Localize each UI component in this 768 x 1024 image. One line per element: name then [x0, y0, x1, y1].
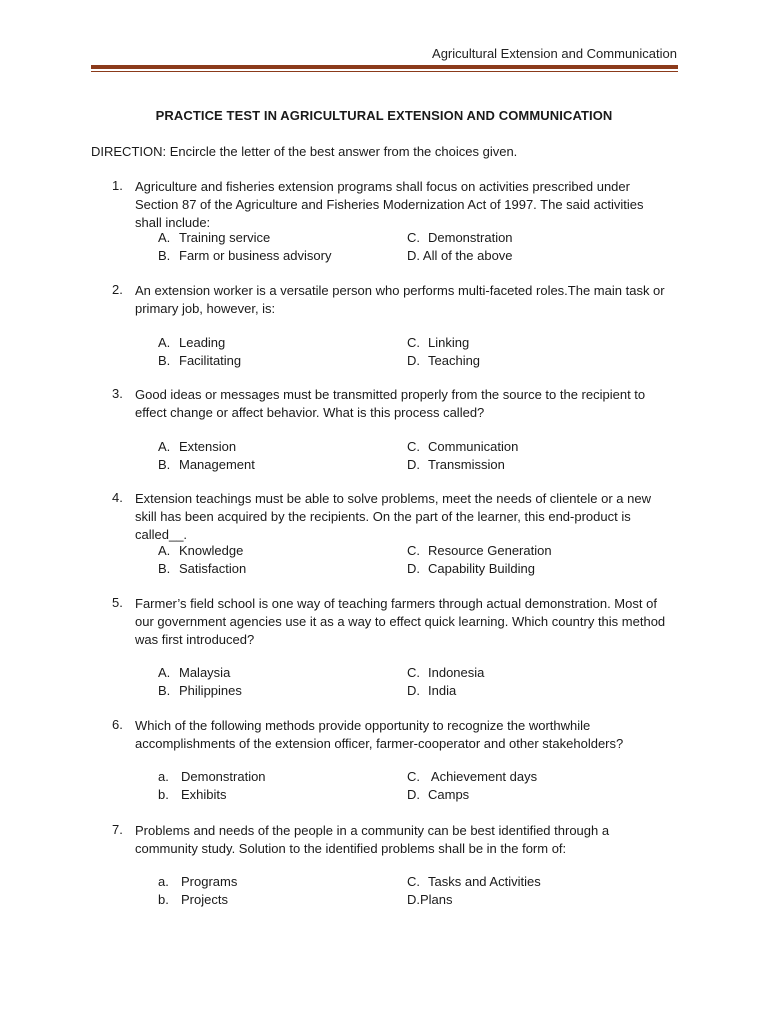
- choice-a[interactable]: A. Leading: [158, 335, 226, 350]
- choice-row: [158, 229, 678, 247]
- question-text: Which of the following methods provide opportunity to recognize the worthwhile accomplishments of the extension officer, farmer-cooperator and other stakeholders?: [135, 718, 624, 751]
- question-6: [112, 717, 672, 802]
- choices: [158, 438, 678, 474]
- choice-c[interactable]: C. Achievement days: [407, 769, 538, 784]
- choice-b[interactable]: b. Exhibits: [158, 787, 227, 802]
- choice-row: [158, 873, 678, 891]
- question-number: 7.: [112, 822, 123, 837]
- choice-d[interactable]: D. Transmission: [407, 457, 505, 472]
- choice-row: [158, 334, 678, 352]
- choice-c[interactable]: C. Communication: [407, 439, 519, 454]
- choices: [158, 768, 678, 804]
- direction-text: DIRECTION: Encircle the letter of the best answer from the choices given.: [91, 144, 518, 159]
- choice-a[interactable]: a. Demonstration: [158, 769, 266, 784]
- question-text: An extension worker is a versatile person who performs multi-faceted roles.The main task or primary job, however, is:: [135, 283, 665, 316]
- question-1: [112, 178, 672, 263]
- choice-a[interactable]: A. Extension: [158, 439, 237, 454]
- question-text: Farmer’s field school is one way of teaching farmers through actual demonstration. Most of our government agencies use it as a way to effect quick learning. Which country this method was first introduced?: [135, 596, 666, 647]
- choice-row: [158, 682, 678, 700]
- choice-d[interactable]: D. India: [407, 683, 457, 698]
- question-3: [112, 386, 672, 472]
- question-text: Extension teachings must be able to solve problems, meet the needs of clientele or a new skill has been acquired by the recipients. On the part of the learner, this end-product is called__.: [135, 491, 651, 542]
- choice-row: [158, 560, 678, 578]
- choice-d[interactable]: D. Capability Building: [407, 561, 535, 576]
- choice-a[interactable]: a. Programs: [158, 874, 238, 889]
- question-7: [112, 822, 672, 907]
- question-number: 3.: [112, 386, 123, 401]
- choice-row: [158, 664, 678, 682]
- question-text: Problems and needs of the people in a community can be best identified through a community study. Solution to the identified problems shall be in the form of:: [135, 823, 610, 856]
- choice-c[interactable]: C. Demonstration: [407, 230, 513, 245]
- header-rule-thin: [91, 71, 678, 72]
- choices: [158, 229, 678, 265]
- document-title: PRACTICE TEST IN AGRICULTURAL EXTENSION AND COMMUNICATION: [155, 108, 613, 123]
- choice-d[interactable]: D. Camps: [407, 787, 470, 802]
- choice-row: [158, 542, 678, 560]
- choice-c[interactable]: C. Resource Generation: [407, 543, 552, 558]
- choice-d[interactable]: D.Plans: [407, 892, 453, 907]
- question-text: Good ideas or messages must be transmitted properly from the source to the recipient to effect change or affect behavior. What is this process called?: [135, 387, 646, 420]
- choice-b[interactable]: B. Management: [158, 457, 255, 472]
- choice-row: [158, 456, 678, 474]
- choice-a[interactable]: A. Malaysia: [158, 665, 231, 680]
- question-5: [112, 595, 672, 698]
- choices: [158, 664, 678, 700]
- choice-c[interactable]: C. Indonesia: [407, 665, 485, 680]
- choice-row: [158, 891, 678, 909]
- choices: [158, 873, 678, 909]
- choice-b[interactable]: B. Facilitating: [158, 353, 242, 368]
- choice-b[interactable]: B. Philippines: [158, 683, 242, 698]
- choice-row: [158, 247, 678, 265]
- question-number: 4.: [112, 490, 123, 505]
- choice-d[interactable]: D. Teaching: [407, 353, 481, 368]
- choices: [158, 334, 678, 370]
- question-4: [112, 490, 672, 576]
- choice-b[interactable]: B. Farm or business advisory: [158, 248, 332, 263]
- choices: [158, 542, 678, 578]
- choice-b[interactable]: b. Projects: [158, 892, 228, 907]
- question-number: 2.: [112, 282, 123, 297]
- choice-row: [158, 438, 678, 456]
- question-2: [112, 282, 672, 368]
- running-header: Agricultural Extension and Communication: [432, 46, 677, 61]
- choice-a[interactable]: A. Training service: [158, 230, 271, 245]
- question-number: 6.: [112, 717, 123, 732]
- choice-a[interactable]: A. Knowledge: [158, 543, 244, 558]
- question-number: 5.: [112, 595, 123, 610]
- choice-b[interactable]: B. Satisfaction: [158, 561, 247, 576]
- choice-c[interactable]: C. Tasks and Activities: [407, 874, 541, 889]
- question-number: 1.: [112, 178, 123, 193]
- header-rule-thick: [91, 65, 678, 69]
- choice-d[interactable]: D. All of the above: [407, 248, 513, 263]
- choice-row: [158, 352, 678, 370]
- choice-c[interactable]: C. Linking: [407, 335, 470, 350]
- choice-row: [158, 786, 678, 804]
- choice-row: [158, 768, 678, 786]
- question-text: Agriculture and fisheries extension programs shall focus on activities prescribed under Section 87 of the Agriculture and Fisheries Modernization Act of 1997. The said activities shall include:: [135, 179, 644, 230]
